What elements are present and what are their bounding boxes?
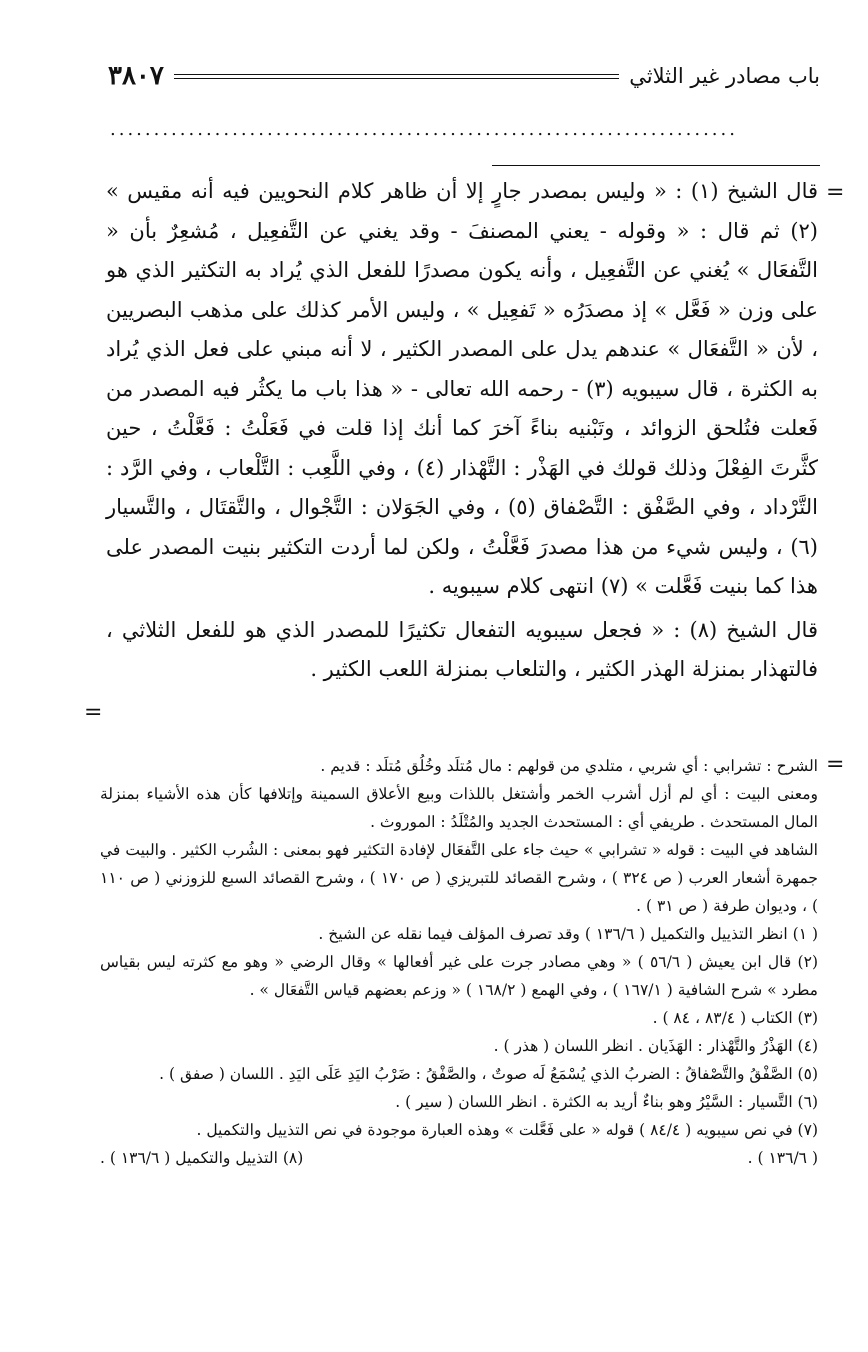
chapter-title: باب مصادر غير الثلاثي — [629, 64, 820, 88]
footnote: (٦) التَّسيار : السَّيْرُ وهو بناءٌ أريد به الكثرة . انظر اللسان ( سير ) . — [395, 1093, 818, 1111]
footnote: ( ١) انظر التذييل والتكميل ( ١٣٦/٦ ) وقد تصرف المؤلف فيما نقله عن الشيخ . — [318, 925, 818, 943]
main-text — [106, 172, 818, 690]
header-rule — [174, 74, 619, 79]
margin-mark: = — [84, 700, 103, 725]
footnote-last-line — [100, 1144, 818, 1172]
footnote: (٣) الكتاب ( ٨٣/٤ ، ٨٤ ) . — [652, 1009, 818, 1027]
footnote: (٢) قال ابن يعيش ( ٥٦/٦ ) « وهي مصادر جرت على غير أفعالها » وقال الرضي « وهو مع كثرته ليس بقياس مطرد » شرح الشافية ( ١٦٧/١ ) ، وفي الهمع ( ١٦٨/٢ ) « وزعم بعضهم قياس التَّفعَال » . — [100, 953, 818, 999]
footnote: (٥) الصَّفْقُ والتَّصْفاقُ : الضربُ الذي يُسْمَعُ لَه صوتٌ ، والصَّفْقُ : ضَرْبُ اليَدِ عَلَى اليَدِ . اللسان ( صفق ) . — [159, 1065, 818, 1083]
footnote: (٤) الهَذْرُ والتَّهْذار : الهَذَيان . انظر اللسان ( هذر ) . — [493, 1037, 818, 1055]
footnote: الشاهد في البيت : قوله « تشرابي » حيث جاء على التَّفعَال لإفادة التكثير فهو بمعنى : الشُرب الكثير . والبيت في جمهرة أشعار العرب ( ص ٣٢٤ ) ، وشرح القصائد للتبريزي ( ص ١٧٠ ) ، وشرح القصائد السبع للزوزني ( ص ١١٠ ) ، وديوان طرفة ( ص ٣١ ) . — [100, 841, 818, 915]
footnote: (٨) التذييل والتكميل ( ١٣٦/٦ ) . — [100, 1149, 304, 1167]
footnote: الشرح : تشرابي : أي شربي ، متلدي من قولهم : مال مُتلَد وخُلُق مُتلَد : قديم . — [320, 757, 818, 775]
main-paragraph: قال الشيخ (١) : « وليس بمصدر جارٍ إلا أن ظاهر كلام النحويين فيه أنه مقيس » (٢) ثم قال : « وقوله - يعني المصنفَ - وقد يغني عن التَّفعِيل ، مُشعِرٌ بأن « التَّفعَال » يُغني عن التَّفعِيل ، وأنه يكون مصدرًا للفعل الذي يُراد به التكثير الذي هو على وزن « فَعَّل » إذ مصدَرُه « تَفعِيل » ، وليس الأمر كذلك على مذهب البصريين ، لأن « التَّفعَال » عندهم يدل على المصدر الكثير ، لا أنه مبني على فعل الذي يُراد به الكثرة ، قال سيبويه (٣) - رحمه الله تعالى - « هذا باب ما يكثُر فيه المصدر من فَعلت فتُلحق الزوائد ، وتَبْنيه بناءً آخرَ كما أنك إذا قلت في فَعَلْتُ : فَعَّلْتُ ، حين كثَّرتَ الفِعْلَ وذلك قولك في الهَذْر : التَّهْذار (٤) ، وفي اللَّعِب : التَّلْعاب ، وفي الرَّد : التَّرْداد ، وفي الصَّفْق : التَّصْفاق (٥) ، وفي الجَوَلان : التَّجْوال ، والتَّقتَال ، والتَّسيار (٦) ، وليس شيء من هذا مصدرَ فَعَّلْتُ ، ولكن لما أردت التكثير بنيت المصدر على هذا كما بنيت فَعَّلت » (٧) انتهى كلام سيبويه . — [106, 179, 819, 598]
main-paragraph: قال الشيخ (٨) : « فجعل سيبويه التفعال تكثيرًا للمصدر الذي هو للفعل الثلاثي ، فالتهذار بمنزلة الهذر الكثير ، والتلعاب بمنزلة اللعب الكثير . — [106, 617, 818, 681]
margin-mark: = — [826, 180, 845, 205]
footnotes — [100, 752, 818, 1172]
dotted-separator: ........................................................................ — [110, 119, 738, 140]
footnote: ومعنى البيت : أي لم أزل أشرب الخمر وأشتغل باللذات وبيع الأعلاق السمينة وإتلافها كأن هذه الأشياء بمنزلة المال المستحدث . طريفي أي : المستحدث الجديد والمُتْلَدُ : الموروث . — [100, 785, 818, 831]
footnote-continuation: ( ١٣٦/٦ ) . — [747, 1149, 818, 1167]
running-header — [108, 58, 820, 94]
margin-mark: = — [826, 752, 845, 777]
footnote: (٧) في نص سيبويه ( ٨٤/٤ ) قوله « على فَعَّلت » وهذه العبارة موجودة في نص التذييل والتكميل . — [196, 1121, 818, 1139]
section-divider — [492, 165, 820, 166]
page-number: ٣٨٠٧ — [108, 61, 164, 91]
